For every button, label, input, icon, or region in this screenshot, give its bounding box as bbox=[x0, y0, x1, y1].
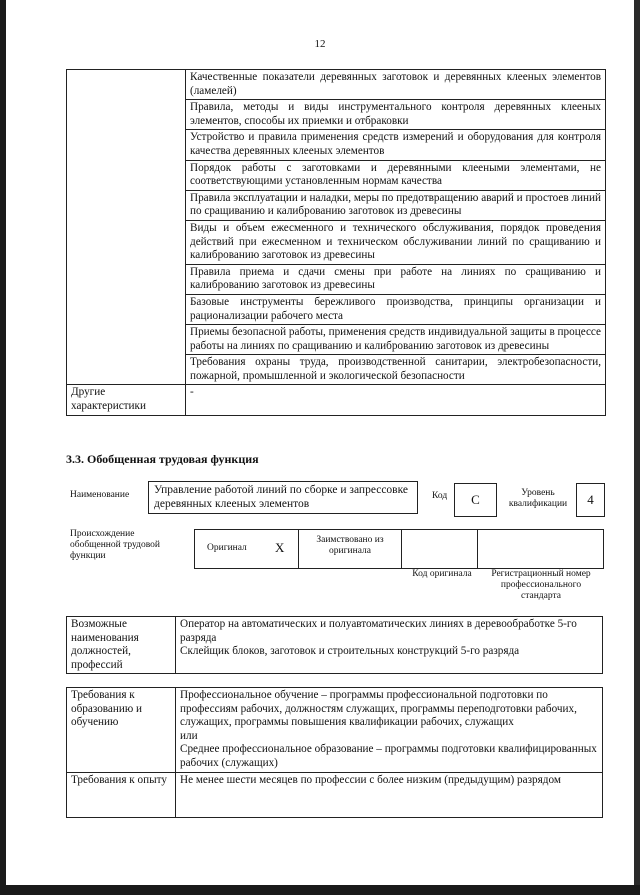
knowledge-table bbox=[66, 69, 606, 416]
education-label: Требования к образованию и обучению bbox=[67, 688, 176, 773]
table-cell: Правила приема и сдачи смены при работе на линиях по сращиванию и калиброванию заготовок из древесины bbox=[186, 264, 606, 294]
borrowed-label: Заимствовано из оригинала bbox=[316, 535, 384, 556]
job-titles-values bbox=[176, 617, 603, 674]
page-number: 12 bbox=[314, 38, 326, 50]
education-item: Среднее профессиональное образование – программы подготовки квалифицированных рабочих (служащих) bbox=[180, 743, 597, 769]
education-item: или bbox=[180, 729, 198, 742]
origin-grid bbox=[194, 529, 604, 569]
function-name-box: Управление работой линий по сборке и запрессовке деревянных клееных элементов bbox=[148, 481, 418, 514]
experience-value: Не менее шести месяцев по профессии с более низким (предыдущим) разрядом bbox=[176, 772, 603, 817]
divider bbox=[401, 530, 402, 568]
scan-edge-right bbox=[634, 0, 640, 895]
table-cell: Устройство и правила применения средств измерений и оборудования для контроля качества деревянных клееных элементов bbox=[186, 130, 606, 160]
other-characteristics-value: - bbox=[186, 385, 606, 415]
table-cell: Требования охраны труда, производственной санитарии, электробезопасности, пожарной, промышленной и экологической безопасности bbox=[186, 355, 606, 385]
table-cell: Виды и объем ежесменного и технического обслуживания, порядок проведения действий при ежесменном и техническом обслуживании линий по сращиванию и калиброванию заготовок из древесины bbox=[186, 220, 606, 264]
job-title: Оператор на автоматических и полуавтоматических линиях в деревообработке 5-го разряда bbox=[180, 618, 577, 644]
job-titles-table bbox=[66, 616, 603, 674]
table-cell: Базовые инструменты бережливого производства, принципы организации и рационализации рабочего места bbox=[186, 294, 606, 324]
section-title: 3.3. Обобщенная трудовая функция bbox=[66, 452, 259, 466]
name-label: Наименование bbox=[70, 490, 130, 500]
job-titles-label: Возможные наименования должностей, профессий bbox=[67, 617, 176, 674]
table-row bbox=[67, 385, 606, 415]
job-title: Склейщик блоков, заготовок и строительных конструкций 5-го разряда bbox=[180, 645, 520, 658]
education-values bbox=[176, 688, 603, 773]
experience-label: Требования к опыту bbox=[67, 772, 176, 817]
code-label: Код bbox=[432, 491, 448, 501]
education-item: Профессиональное обучение – программы профессиональной подготовки по профессиям рабочих, должностям служащих, программы переподготовки рабочих, служащих, программы повышения квалификации рабочих, служащих bbox=[180, 689, 577, 729]
table-cell: Приемы безопасной работы, применения средств индивидуальной защиты в процессе работы на линиях по сращиванию и калиброванию заготовок из древесины bbox=[186, 325, 606, 355]
code-box: C bbox=[454, 483, 497, 517]
level-box: 4 bbox=[576, 483, 605, 517]
requirements-table bbox=[66, 687, 603, 818]
table-row bbox=[67, 617, 603, 674]
table-cell: Порядок работы с заготовками и деревянными клееными элементами, не соответствующими установленным нормам качества bbox=[186, 160, 606, 190]
level-label: Уровень квалификации bbox=[508, 488, 568, 509]
table-row bbox=[67, 70, 606, 100]
origin-label: Происхождение обобщенной трудовой функции bbox=[70, 529, 160, 561]
scan-edge-bottom bbox=[0, 885, 640, 895]
table-cell: Правила эксплуатации и наладки, меры по предотвращению аварий и простоев линий по сращиванию и калиброванию заготовок из древесины bbox=[186, 190, 606, 220]
empty-label-cell bbox=[67, 70, 186, 385]
scan-edge-left bbox=[0, 0, 6, 895]
original-mark: X bbox=[275, 540, 285, 555]
table-cell: Качественные показатели деревянных заготовок и деревянных клееных элементов (ламелей) bbox=[186, 70, 606, 100]
table-cell: Правила, методы и виды инструментального контроля деревянных клееных элементов, способы их приемки и отбраковки bbox=[186, 100, 606, 130]
divider bbox=[477, 530, 478, 568]
table-row bbox=[67, 688, 603, 773]
divider bbox=[298, 530, 299, 568]
original-label: Оригинал bbox=[207, 543, 247, 553]
registration-number-label: Регистрационный номер профессионального стандарта bbox=[491, 569, 591, 601]
table-row bbox=[67, 772, 603, 817]
original-code-label: Код оригинала bbox=[412, 569, 472, 579]
other-characteristics-label: Другие характеристики bbox=[67, 385, 186, 415]
